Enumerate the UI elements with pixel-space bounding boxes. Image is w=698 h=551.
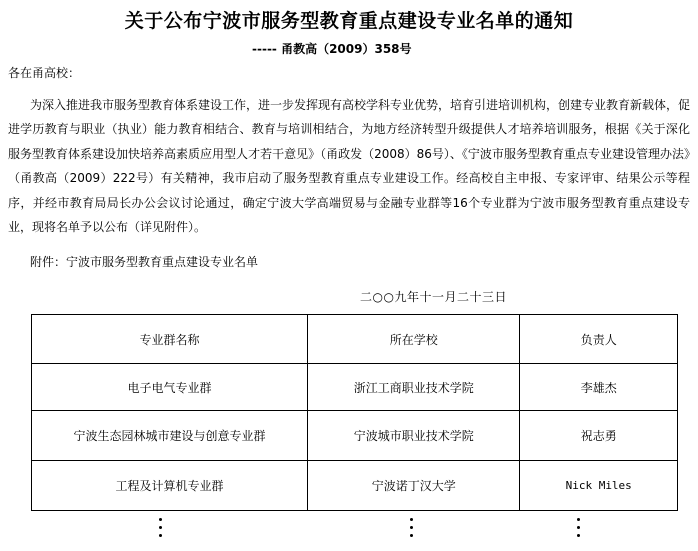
dot xyxy=(577,534,580,537)
cell-major-group: 工程及计算机专业群 xyxy=(32,461,308,511)
dot xyxy=(577,526,580,529)
cell-major-group: 电子电气专业群 xyxy=(32,364,308,411)
dot xyxy=(410,518,413,521)
header-leader: 负责人 xyxy=(520,315,678,364)
continuation-dots xyxy=(406,518,416,542)
salutation: 各在甬高校： xyxy=(8,66,81,80)
cell-leader: 李雄杰 xyxy=(520,364,678,411)
continuation-dots xyxy=(155,518,165,542)
majors-table xyxy=(31,314,678,511)
continuation-dots xyxy=(573,518,583,542)
cell-school: 宁波诺丁汉大学 xyxy=(308,461,520,511)
document-number: ----- 甬教高（2009）358号 xyxy=(252,42,412,56)
body-paragraph: 为深入推进我市服务型教育体系建设工作，进一步发挥现有高校学科专业优势，培育引进培训机构，创建专业教育新载体，促进学历教育与职业（执业）能力教育相结合、教育与培训相结合，为地方经济转型升级提供人才培养培训服务，根据《关于深化服务型教育体系建设加快培养高素质应用型人才若干意见》（甬政发（2008）86号）、《宁波市服务型教育重点专业建设管理办法》（甬教高（2009）222号）有关精神，我市启动了服务型教育重点专业建设工作。经高校自主申报、专家评审、结果公示等程序，并经市教育局局长办公会议讨论通过，确定宁波大学高端贸易与金融专业群等16个专业群为宁波市服务型教育重点建设专业，现将名单予以公布（详见附件）。 xyxy=(8,98,691,235)
issue-date: 二○○九年十一月二十三日 xyxy=(360,290,507,304)
header-major-group: 专业群名称 xyxy=(32,315,308,364)
table-row xyxy=(32,411,678,461)
dot xyxy=(159,534,162,537)
table-row xyxy=(32,461,678,511)
attachment-note: 附件：宁波市服务型教育重点建设专业名单 xyxy=(30,255,259,269)
dot xyxy=(159,526,162,529)
header-school: 所在学校 xyxy=(308,315,520,364)
dot xyxy=(410,534,413,537)
cell-leader: Nick Miles xyxy=(520,461,678,511)
page-title: 关于公布宁波市服务型教育重点建设专业名单的通知 xyxy=(124,10,574,32)
dot xyxy=(577,518,580,521)
dot xyxy=(159,518,162,521)
dot xyxy=(410,526,413,529)
cell-school: 浙江工商职业技术学院 xyxy=(308,364,520,411)
cell-major-group: 宁波生态园林城市建设与创意专业群 xyxy=(32,411,308,461)
cell-leader: 祝志勇 xyxy=(520,411,678,461)
table-row xyxy=(32,364,678,411)
table-header-row xyxy=(32,315,678,364)
cell-school: 宁波城市职业技术学院 xyxy=(308,411,520,461)
